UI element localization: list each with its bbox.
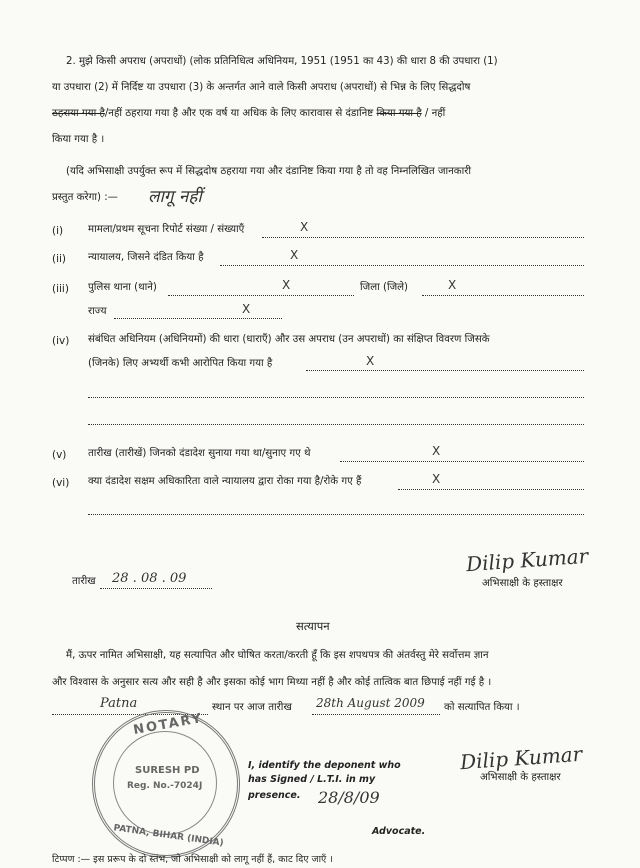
cross-mark: X (432, 444, 441, 458)
item-number: (i) (52, 225, 64, 237)
place-handwritten: Patna (100, 696, 138, 711)
item-label: संबंधित अधिनियम (अधिनियमों) की धारा (धाराएँ) और उस अपराध (उन अपराधों) का संक्षिप्त विवरण जिसके (88, 334, 490, 345)
date-value: 28 . 08 . 09 (112, 571, 187, 586)
identify-line3: presence. (248, 790, 301, 801)
para2-line1: 2. मुझे किसी अपराध (अपराधों) (लोक प्रतिनिधित्व अधिनियम, 1951 (1951 का 43) की धारा 8 की उपधारा (1) (66, 56, 498, 67)
blank-line (398, 489, 584, 490)
blank-line (262, 237, 584, 238)
cross-mark: X (300, 220, 309, 234)
verified-text: को सत्यापित किया । (444, 702, 520, 713)
date-handwritten: 28th August 2009 (316, 696, 425, 710)
item-number: (v) (52, 449, 67, 461)
item-label: न्यायालय, जिसने दंडित किया है (88, 252, 204, 263)
verification-line1: मैं, ऊपर नामित अभिसाक्षी, यह सत्यापित और घोषित करता/करती हूँ कि इस शपथपत्र की अंतर्वस्तु मेरे सर्वोत्तम ज्ञान (66, 650, 489, 661)
para2-line2: या उपधारा (2) में निर्दिष्ट या उपधारा (3) के अन्तर्गत आने वाले किसी अपराध (अपराधों) से भिन्न के लिए सिद्धदोष (52, 82, 471, 93)
cross-mark: X (282, 278, 291, 292)
cross-mark: X (242, 302, 251, 316)
handwritten-not-applicable: लागू नहीं (148, 187, 202, 207)
advocate-label: Advocate. (372, 826, 426, 837)
cross-mark: X (432, 472, 441, 486)
item-number: (vi) (52, 477, 70, 489)
signature-label: अभिसाक्षी के हस्ताक्षर (482, 578, 563, 589)
stamp-reg: Reg. No.-7024J (127, 781, 203, 791)
blank-line (88, 424, 584, 425)
identify-line1: I, identify the deponent who (248, 760, 401, 771)
blank-line (422, 295, 584, 296)
footer-note: टिप्पण :— इस प्ररूप के दो स्तंभ, जो अभिसाक्षी को लागू नहीं हैं, काट दिए जाएँ । (52, 854, 333, 865)
note-line2-label: प्रस्तुत करेगा) :— (52, 192, 118, 203)
stamp-name: SURESH PD (135, 765, 200, 776)
para2-line4: किया गया है । (52, 134, 105, 145)
verification-line2: और विश्वास के अनुसार सत्य और सही है और इसका कोई भाग मिथ्या नहीं है और कोई तात्विक बात छिपाई नहीं गई है । (52, 677, 492, 688)
cross-mark: X (366, 354, 375, 368)
blank-line (88, 397, 584, 398)
item-label: पुलिस थाना (थाने) (88, 282, 157, 293)
blank-line (88, 514, 584, 515)
notary-stamp (92, 710, 240, 858)
struck-text: ठहराया गया है (52, 108, 105, 119)
item-label-cont: (जिनके) लिए अभ्यर्थी कभी आरोपित किया गया है (88, 358, 273, 369)
blank-line (168, 295, 354, 296)
cross-mark: X (290, 248, 299, 262)
item-label: क्या दंडादेश सक्षम अधिकारिता वाले न्यायालय द्वारा रोका गया है/रोके गए हैं (88, 476, 362, 487)
blank-line (306, 370, 584, 371)
blank-line (220, 265, 584, 266)
item-number: (iv) (52, 335, 70, 347)
verification-heading: सत्यापन (296, 619, 330, 633)
state-label: राज्य (88, 306, 107, 317)
para2-line3-end: / नहीं (424, 108, 446, 119)
para2-line3-rest: /नहीं ठहराया गया है और एक वर्ष या अधिक के लिए कारावास से दंडानिष्ट (104, 108, 374, 119)
item-label: मामला/प्रथम सूचना रिपोर्ट संख्या / संख्याएँ (88, 224, 245, 235)
item-label: तारीख (तारीखें) जिनको दंडादेश सुनाया गया था/सुनाए गए थे (88, 448, 311, 459)
cross-mark: X (448, 278, 457, 292)
identify-date: 28/8/09 (318, 788, 380, 807)
signature-label-2: अभिसाक्षी के हस्ताक्षर (480, 772, 561, 783)
blank-line (114, 318, 282, 319)
identify-line2: has Signed / L.T.I. in my (248, 774, 376, 785)
blank-line (340, 461, 584, 462)
place-label: स्थान पर आज तारीख (212, 702, 292, 713)
para2-line3 (52, 108, 445, 120)
blank-line (312, 714, 440, 715)
stamp-top-text: NOTARY (132, 710, 205, 739)
stamp-bottom-text: PATNA, BIHAR (INDIA) (112, 823, 225, 849)
deponent-signature-2: Dilip Kumar (459, 741, 583, 775)
note-line1: (यदि अभिसाक्षी उपर्युक्त रूप में सिद्धदोष ठहराया गया और दंडानिष्ट किया गया है तो वह निम्नलिखित जानकारी (66, 166, 472, 177)
date-label: तारीख (72, 576, 96, 587)
struck-text-2: किया गया है (376, 108, 422, 119)
district-label: जिला (जिले) (360, 282, 409, 293)
blank-line (100, 588, 212, 589)
item-number: (iii) (52, 283, 69, 295)
deponent-signature: Dilip Kumar (465, 543, 589, 577)
item-number: (ii) (52, 253, 67, 265)
